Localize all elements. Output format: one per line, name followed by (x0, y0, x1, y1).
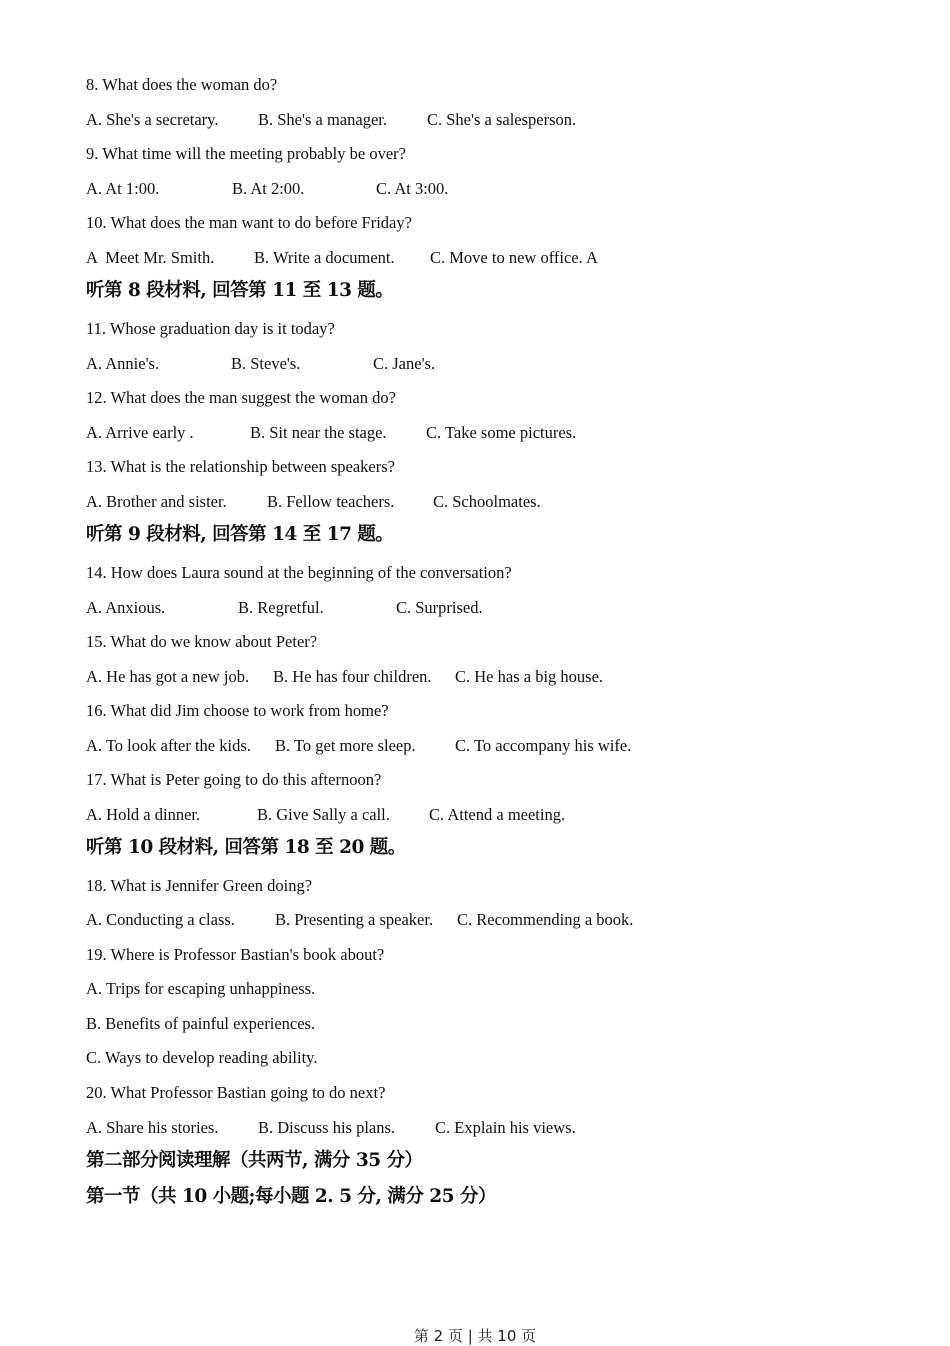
answer-option: A. Brother and sister. (86, 492, 227, 511)
question-text: 10. What does the man want to do before Friday? (86, 213, 412, 232)
answer-option: A. Arrive early . (86, 423, 194, 442)
answer-option: A. Hold a dinner. (86, 805, 201, 824)
question-text: 14. How does Laura sound at the beginning of the conversation? (86, 563, 512, 582)
answer-option: A Meet Mr. Smith. (86, 248, 215, 267)
question-text: 17. What is Peter going to do this afternoon? (86, 770, 382, 789)
answer-option: C. To accompany his wife. (455, 736, 632, 755)
answer-option: B. At 2:00. (232, 179, 305, 198)
answer-options (86, 1048, 786, 1068)
answer-option: C. She's a salesperson. (427, 110, 577, 129)
question-text: 12. What does the man suggest the woman do? (86, 388, 396, 407)
answer-options (86, 248, 786, 268)
question-text: 20. What Professor Bastian going to do next? (86, 1083, 386, 1102)
answer-option: C. Surprised. (396, 598, 483, 617)
answer-option: B. Give Sally a call. (257, 805, 390, 824)
question-text: 8. What does the woman do? (86, 75, 278, 94)
question-text: 15. What do we know about Peter? (86, 632, 318, 651)
answer-option: B. Steve's. (231, 354, 301, 373)
answer-options (86, 979, 786, 999)
answer-options (86, 1014, 786, 1034)
question-text: 9. What time will the meeting probably be over? (86, 144, 406, 163)
answer-options (86, 423, 786, 443)
answer-option: A. He has got a new job. (86, 667, 250, 686)
answer-option: C. He has a big house. (455, 667, 604, 686)
answer-option: B. Write a document. (254, 248, 395, 267)
answer-option: B. Sit near the stage. (250, 423, 387, 442)
question-text: 13. What is the relationship between speakers? (86, 457, 395, 476)
section-heading: 听第 9 段材料, 回答第 14 至 17 题。 (86, 524, 394, 545)
answer-options (86, 667, 786, 687)
answer-option: B. She's a manager. (258, 110, 387, 129)
answer-options (86, 110, 786, 130)
answer-option: A. She's a secretary. (86, 110, 219, 129)
answer-options (86, 910, 786, 930)
answer-option: C. Jane's. (373, 354, 436, 373)
answer-option: C. Ways to develop reading ability. (86, 1048, 318, 1067)
answer-option: C. Take some pictures. (426, 423, 577, 442)
section-heading: 听第 8 段材料, 回答第 11 至 13 题。 (86, 280, 394, 301)
answer-option: C. Schoolmates. (433, 492, 541, 511)
section-heading: 听第 10 段材料, 回答第 18 至 20 题。 (86, 837, 406, 858)
answer-option: C. At 3:00. (376, 179, 449, 198)
answer-options (86, 805, 786, 825)
question-text: 11. Whose graduation day is it today? (86, 319, 335, 338)
answer-options (86, 492, 786, 512)
answer-option: A. Trips for escaping unhappiness. (86, 979, 316, 998)
question-text: 18. What is Jennifer Green doing? (86, 876, 313, 895)
answer-option: C. Explain his views. (435, 1118, 576, 1137)
section-heading: 第一节（共 10 小题;每小题 2. 5 分, 满分 25 分） (86, 1186, 496, 1207)
answer-option: B. To get more sleep. (275, 736, 416, 755)
question-text: 19. Where is Professor Bastian's book about? (86, 945, 385, 964)
answer-option: B. Presenting a speaker. (275, 910, 434, 929)
answer-option: B. Discuss his plans. (258, 1118, 396, 1137)
answer-options (86, 1118, 786, 1138)
answer-option: B. Fellow teachers. (267, 492, 395, 511)
answer-option: C. Move to new office. A (430, 248, 598, 267)
answer-option: A. To look after the kids. (86, 736, 251, 755)
answer-options (86, 179, 786, 199)
answer-option: A. Annie's. (86, 354, 160, 373)
page-footer: 第 2 页 | 共 10 页 (413, 1327, 537, 1345)
answer-options (86, 354, 786, 374)
answer-option: A. At 1:00. (86, 179, 160, 198)
answer-options (86, 736, 786, 756)
answer-option: C. Recommending a book. (457, 910, 634, 929)
answer-option: B. Regretful. (238, 598, 324, 617)
answer-options (86, 598, 786, 618)
answer-option: B. He has four children. (273, 667, 432, 686)
answer-option: C. Attend a meeting. (429, 805, 566, 824)
answer-option: A. Conducting a class. (86, 910, 235, 929)
answer-option: A. Share his stories. (86, 1118, 219, 1137)
question-text: 16. What did Jim choose to work from home? (86, 701, 389, 720)
section-heading: 第二部分阅读理解（共两节, 满分 35 分） (86, 1150, 423, 1171)
answer-option: A. Anxious. (86, 598, 166, 617)
answer-option: B. Benefits of painful experiences. (86, 1014, 316, 1033)
